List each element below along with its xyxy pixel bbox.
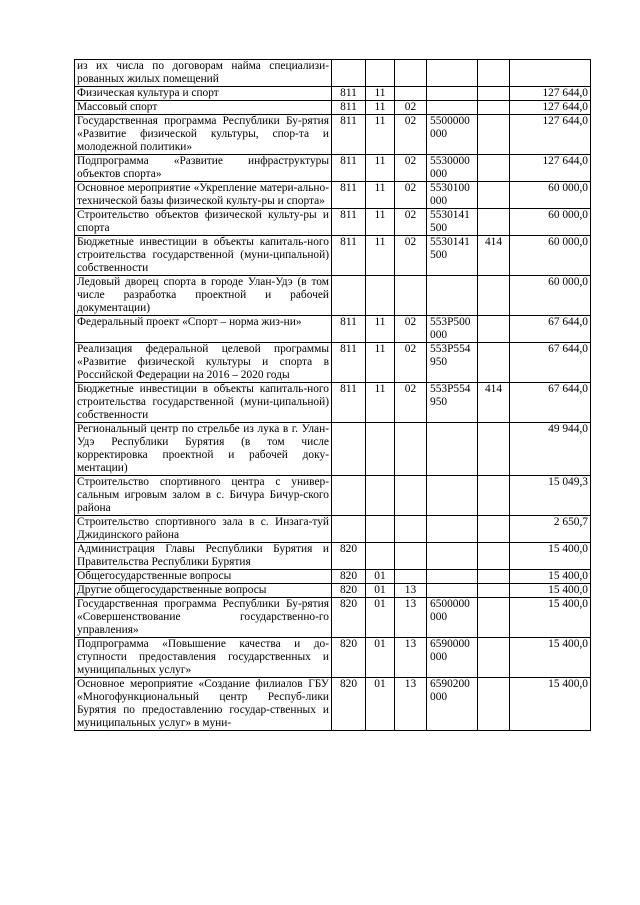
row-amount: 15 400,0 — [510, 638, 591, 678]
row-name: Строительство спортивного зала в с. Инзага-туй Джидинского района — [75, 516, 332, 543]
row-target-article-code: 5530141 500 — [427, 236, 478, 276]
row-subsection-code: 02 — [395, 236, 427, 276]
row-name: Строительство спортивного центра с универ-сальным игровым залом в с. Бичура Бичур-ского района — [75, 476, 332, 516]
table-row — [75, 209, 591, 236]
row-subsection-code: 13 — [395, 638, 427, 678]
row-target-article-code: 6590000 000 — [427, 638, 478, 678]
row-section-code: 11 — [366, 383, 395, 423]
row-subsection-code: 02 — [395, 343, 427, 383]
table-row — [75, 476, 591, 516]
row-expense-type-code — [478, 316, 510, 343]
row-target-article-code: 5530000 000 — [427, 155, 478, 182]
row-amount: 67 644,0 — [510, 383, 591, 423]
table-row — [75, 383, 591, 423]
row-subsection-code: 13 — [395, 584, 427, 598]
table-row — [75, 570, 591, 584]
row-subsection-code — [395, 570, 427, 584]
table-row — [75, 343, 591, 383]
table-row — [75, 182, 591, 209]
row-subsection-code: 02 — [395, 209, 427, 236]
row-section-code: 11 — [366, 155, 395, 182]
row-section-code — [366, 276, 395, 316]
row-name: Подпрограмма «Развитие инфраструктуры объектов спорта» — [75, 155, 332, 182]
row-subsection-code: 02 — [395, 383, 427, 423]
row-subsection-code: 02 — [395, 115, 427, 155]
row-section-code — [366, 516, 395, 543]
row-grbs-code: 811 — [332, 383, 366, 423]
row-subsection-code: 02 — [395, 155, 427, 182]
budget-table — [74, 59, 591, 731]
row-target-article-code — [427, 423, 478, 476]
row-grbs-code: 811 — [332, 209, 366, 236]
row-name: Строительство объектов физической культу-ры и спорта — [75, 209, 332, 236]
row-section-code — [366, 543, 395, 570]
row-amount: 60 000,0 — [510, 209, 591, 236]
table-row — [75, 276, 591, 316]
row-grbs-code: 811 — [332, 101, 366, 115]
row-target-article-code: 5500000 000 — [427, 115, 478, 155]
row-amount: 127 644,0 — [510, 101, 591, 115]
table-body — [75, 60, 591, 731]
table-row — [75, 423, 591, 476]
row-name: Администрация Главы Республики Бурятия и Правительства Республики Бурятия — [75, 543, 332, 570]
row-name: Реализация федеральной целевой программы «Развитие физической культуры и спорта в Российской Федерации на 2016 – 2020 годы — [75, 343, 332, 383]
row-name: Основное мероприятие «Укрепление матери-ально-технической базы физической культу-ры и спорта» — [75, 182, 332, 209]
row-expense-type-code — [478, 543, 510, 570]
row-amount: 2 650,7 — [510, 516, 591, 543]
row-subsection-code: 13 — [395, 678, 427, 731]
row-section-code — [366, 476, 395, 516]
table-row — [75, 101, 591, 115]
row-name: Государственная программа Республики Бу-рятия «Совершенствование государственно-го управления» — [75, 598, 332, 638]
table-row — [75, 516, 591, 543]
row-subsection-code: 02 — [395, 182, 427, 209]
row-amount: 60 000,0 — [510, 182, 591, 209]
row-expense-type-code — [478, 598, 510, 638]
row-amount: 127 644,0 — [510, 155, 591, 182]
row-grbs-code — [332, 276, 366, 316]
row-expense-type-code — [478, 155, 510, 182]
row-expense-type-code: 414 — [478, 383, 510, 423]
row-section-code: 11 — [366, 236, 395, 276]
row-grbs-code: 820 — [332, 570, 366, 584]
row-section-code: 11 — [366, 209, 395, 236]
row-amount: 127 644,0 — [510, 87, 591, 101]
row-target-article-code — [427, 516, 478, 543]
row-name: Другие общегосударственные вопросы — [75, 584, 332, 598]
row-expense-type-code — [478, 87, 510, 101]
table-row — [75, 115, 591, 155]
row-section-code: 01 — [366, 678, 395, 731]
row-expense-type-code — [478, 638, 510, 678]
row-grbs-code: 820 — [332, 543, 366, 570]
row-expense-type-code — [478, 516, 510, 543]
row-section-code: 01 — [366, 584, 395, 598]
row-expense-type-code — [478, 60, 510, 87]
row-grbs-code — [332, 476, 366, 516]
row-grbs-code: 811 — [332, 236, 366, 276]
row-grbs-code: 811 — [332, 316, 366, 343]
row-section-code — [366, 60, 395, 87]
row-grbs-code: 811 — [332, 115, 366, 155]
table-row — [75, 638, 591, 678]
row-expense-type-code — [478, 276, 510, 316]
row-section-code: 01 — [366, 638, 395, 678]
row-amount: 15 400,0 — [510, 543, 591, 570]
row-amount: 60 000,0 — [510, 276, 591, 316]
row-grbs-code — [332, 60, 366, 87]
row-amount: 15 400,0 — [510, 678, 591, 731]
row-name: Основное мероприятие «Создание филиалов ГБУ «Многофункциональный центр Респуб-лики Бурятия по предоставлению государ-ственных и муниципальных услуг» в муни- — [75, 678, 332, 731]
row-section-code: 11 — [366, 115, 395, 155]
row-grbs-code: 820 — [332, 678, 366, 731]
row-expense-type-code — [478, 343, 510, 383]
row-amount — [510, 60, 591, 87]
row-name: Подпрограмма «Повышение качества и до-ступности предоставления государственных и муниципальных услуг» — [75, 638, 332, 678]
row-target-article-code: 6500000 000 — [427, 598, 478, 638]
table-row — [75, 316, 591, 343]
row-name: Региональный центр по стрельбе из лука в г. Улан-Удэ Республики Бурятия (в том числе корректировка проектной и рабочей доку-ментации) — [75, 423, 332, 476]
table-row — [75, 584, 591, 598]
row-grbs-code: 820 — [332, 638, 366, 678]
row-target-article-code: 553P500 000 — [427, 316, 478, 343]
row-section-code: 01 — [366, 598, 395, 638]
row-section-code: 11 — [366, 182, 395, 209]
row-subsection-code — [395, 423, 427, 476]
row-amount: 15 400,0 — [510, 584, 591, 598]
row-amount: 60 000,0 — [510, 236, 591, 276]
row-grbs-code — [332, 516, 366, 543]
row-target-article-code — [427, 543, 478, 570]
row-subsection-code — [395, 87, 427, 101]
table-row — [75, 155, 591, 182]
row-name: Физическая культура и спорт — [75, 87, 332, 101]
row-grbs-code: 811 — [332, 343, 366, 383]
row-expense-type-code — [478, 115, 510, 155]
row-name: Массовый спорт — [75, 101, 332, 115]
row-amount: 15 400,0 — [510, 598, 591, 638]
row-name: Ледовый дворец спорта в городе Улан-Удэ (в том числе разработка проектной и рабочей документации) — [75, 276, 332, 316]
row-name: Бюджетные инвестиции в объекты капиталь-ного строительства государственной (муни-ципальной) собственности — [75, 236, 332, 276]
row-name: Федеральный проект «Спорт – норма жиз-ни» — [75, 316, 332, 343]
row-amount: 67 644,0 — [510, 316, 591, 343]
table-row — [75, 543, 591, 570]
row-expense-type-code — [478, 182, 510, 209]
row-target-article-code — [427, 570, 478, 584]
row-name: из их числа по договорам найма специализи-рованных жилых помещений — [75, 60, 332, 87]
row-subsection-code — [395, 476, 427, 516]
row-amount: 49 944,0 — [510, 423, 591, 476]
row-target-article-code: 6590200 000 — [427, 678, 478, 731]
row-target-article-code — [427, 87, 478, 101]
row-amount: 67 644,0 — [510, 343, 591, 383]
row-section-code — [366, 423, 395, 476]
row-target-article-code — [427, 101, 478, 115]
table-row — [75, 236, 591, 276]
row-expense-type-code — [478, 209, 510, 236]
row-subsection-code — [395, 60, 427, 87]
row-subsection-code: 02 — [395, 101, 427, 115]
table-row — [75, 678, 591, 731]
row-amount: 127 644,0 — [510, 115, 591, 155]
row-expense-type-code — [478, 423, 510, 476]
row-grbs-code — [332, 423, 366, 476]
row-grbs-code: 820 — [332, 584, 366, 598]
row-section-code: 11 — [366, 343, 395, 383]
row-name: Бюджетные инвестиции в объекты капиталь-ного строительства государственной (муни-ципальной) собственности — [75, 383, 332, 423]
table-row — [75, 598, 591, 638]
row-amount: 15 400,0 — [510, 570, 591, 584]
row-expense-type-code — [478, 476, 510, 516]
row-section-code: 01 — [366, 570, 395, 584]
row-target-article-code — [427, 60, 478, 87]
row-target-article-code — [427, 476, 478, 516]
table-row — [75, 87, 591, 101]
row-name: Общегосударственные вопросы — [75, 570, 332, 584]
row-target-article-code: 5530100 000 — [427, 182, 478, 209]
row-subsection-code — [395, 276, 427, 316]
row-subsection-code: 02 — [395, 316, 427, 343]
row-amount: 15 049,3 — [510, 476, 591, 516]
row-subsection-code: 13 — [395, 598, 427, 638]
row-target-article-code — [427, 584, 478, 598]
row-target-article-code: 553P554 950 — [427, 343, 478, 383]
row-grbs-code: 811 — [332, 87, 366, 101]
row-grbs-code: 820 — [332, 598, 366, 638]
row-grbs-code: 811 — [332, 155, 366, 182]
row-expense-type-code — [478, 678, 510, 731]
row-target-article-code: 553P554 950 — [427, 383, 478, 423]
table-row — [75, 60, 591, 87]
row-section-code: 11 — [366, 316, 395, 343]
row-target-article-code — [427, 276, 478, 316]
row-expense-type-code — [478, 584, 510, 598]
row-expense-type-code — [478, 570, 510, 584]
row-subsection-code — [395, 516, 427, 543]
row-section-code: 11 — [366, 87, 395, 101]
row-subsection-code — [395, 543, 427, 570]
row-expense-type-code — [478, 101, 510, 115]
row-section-code: 11 — [366, 101, 395, 115]
row-grbs-code: 811 — [332, 182, 366, 209]
row-expense-type-code: 414 — [478, 236, 510, 276]
row-target-article-code: 5530141 500 — [427, 209, 478, 236]
row-name: Государственная программа Республики Бу-рятия «Развитие физической культуры, спор-та и молодежной политики» — [75, 115, 332, 155]
